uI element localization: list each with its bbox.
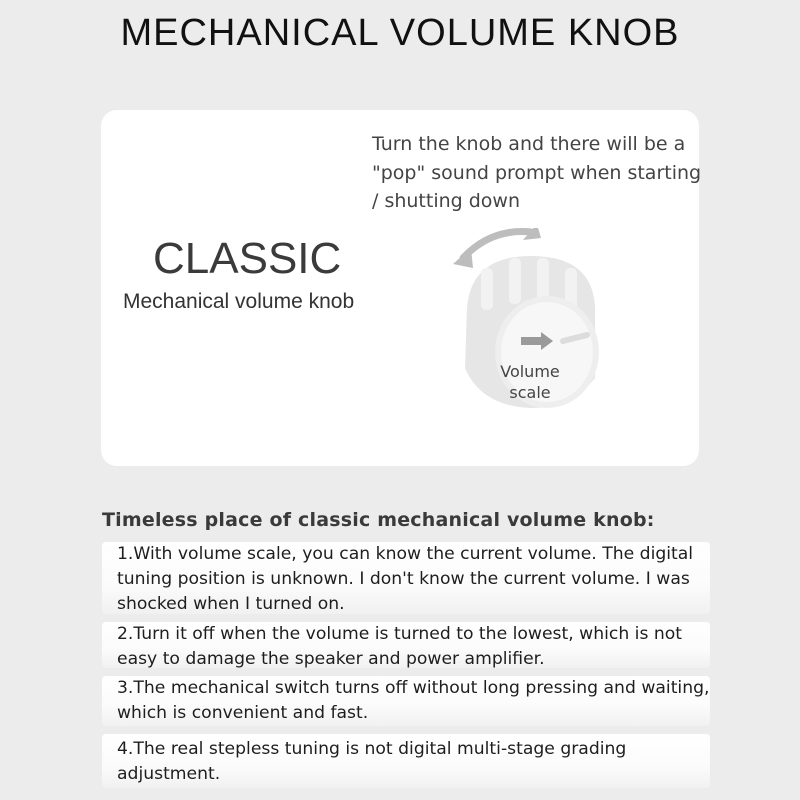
section-heading: Timeless place of classic mechanical volume knob: (102, 509, 655, 531)
list-item: 2.Turn it off when the volume is turned to the lowest, which is not easy to damage the speaker and power amplifier. (102, 622, 710, 668)
brand-title: CLASSIC (153, 234, 342, 283)
brand-subtitle: Mechanical volume knob (123, 290, 355, 313)
list-item: 1.With volume scale, you can know the current volume. The digital tuning position is unknown. I don't know the current volume. I was shocked when I turned on. (102, 542, 710, 614)
knob-label-line1: Volume (500, 362, 560, 381)
list-item: 4.The real stepless tuning is not digital multi-stage grading adjustment. (102, 734, 710, 788)
page-title: MECHANICAL VOLUME KNOB (120, 12, 680, 54)
knob-label (490, 361, 570, 403)
classic-card (101, 110, 702, 466)
knob-note: Turn the knob and there will be a "pop" sound prompt when starting / shutting down (372, 133, 702, 212)
knob-label-line2: scale (509, 383, 551, 402)
list-item: 3.The mechanical switch turns off without long pressing and waiting, which is convenient and fast. (102, 676, 710, 726)
